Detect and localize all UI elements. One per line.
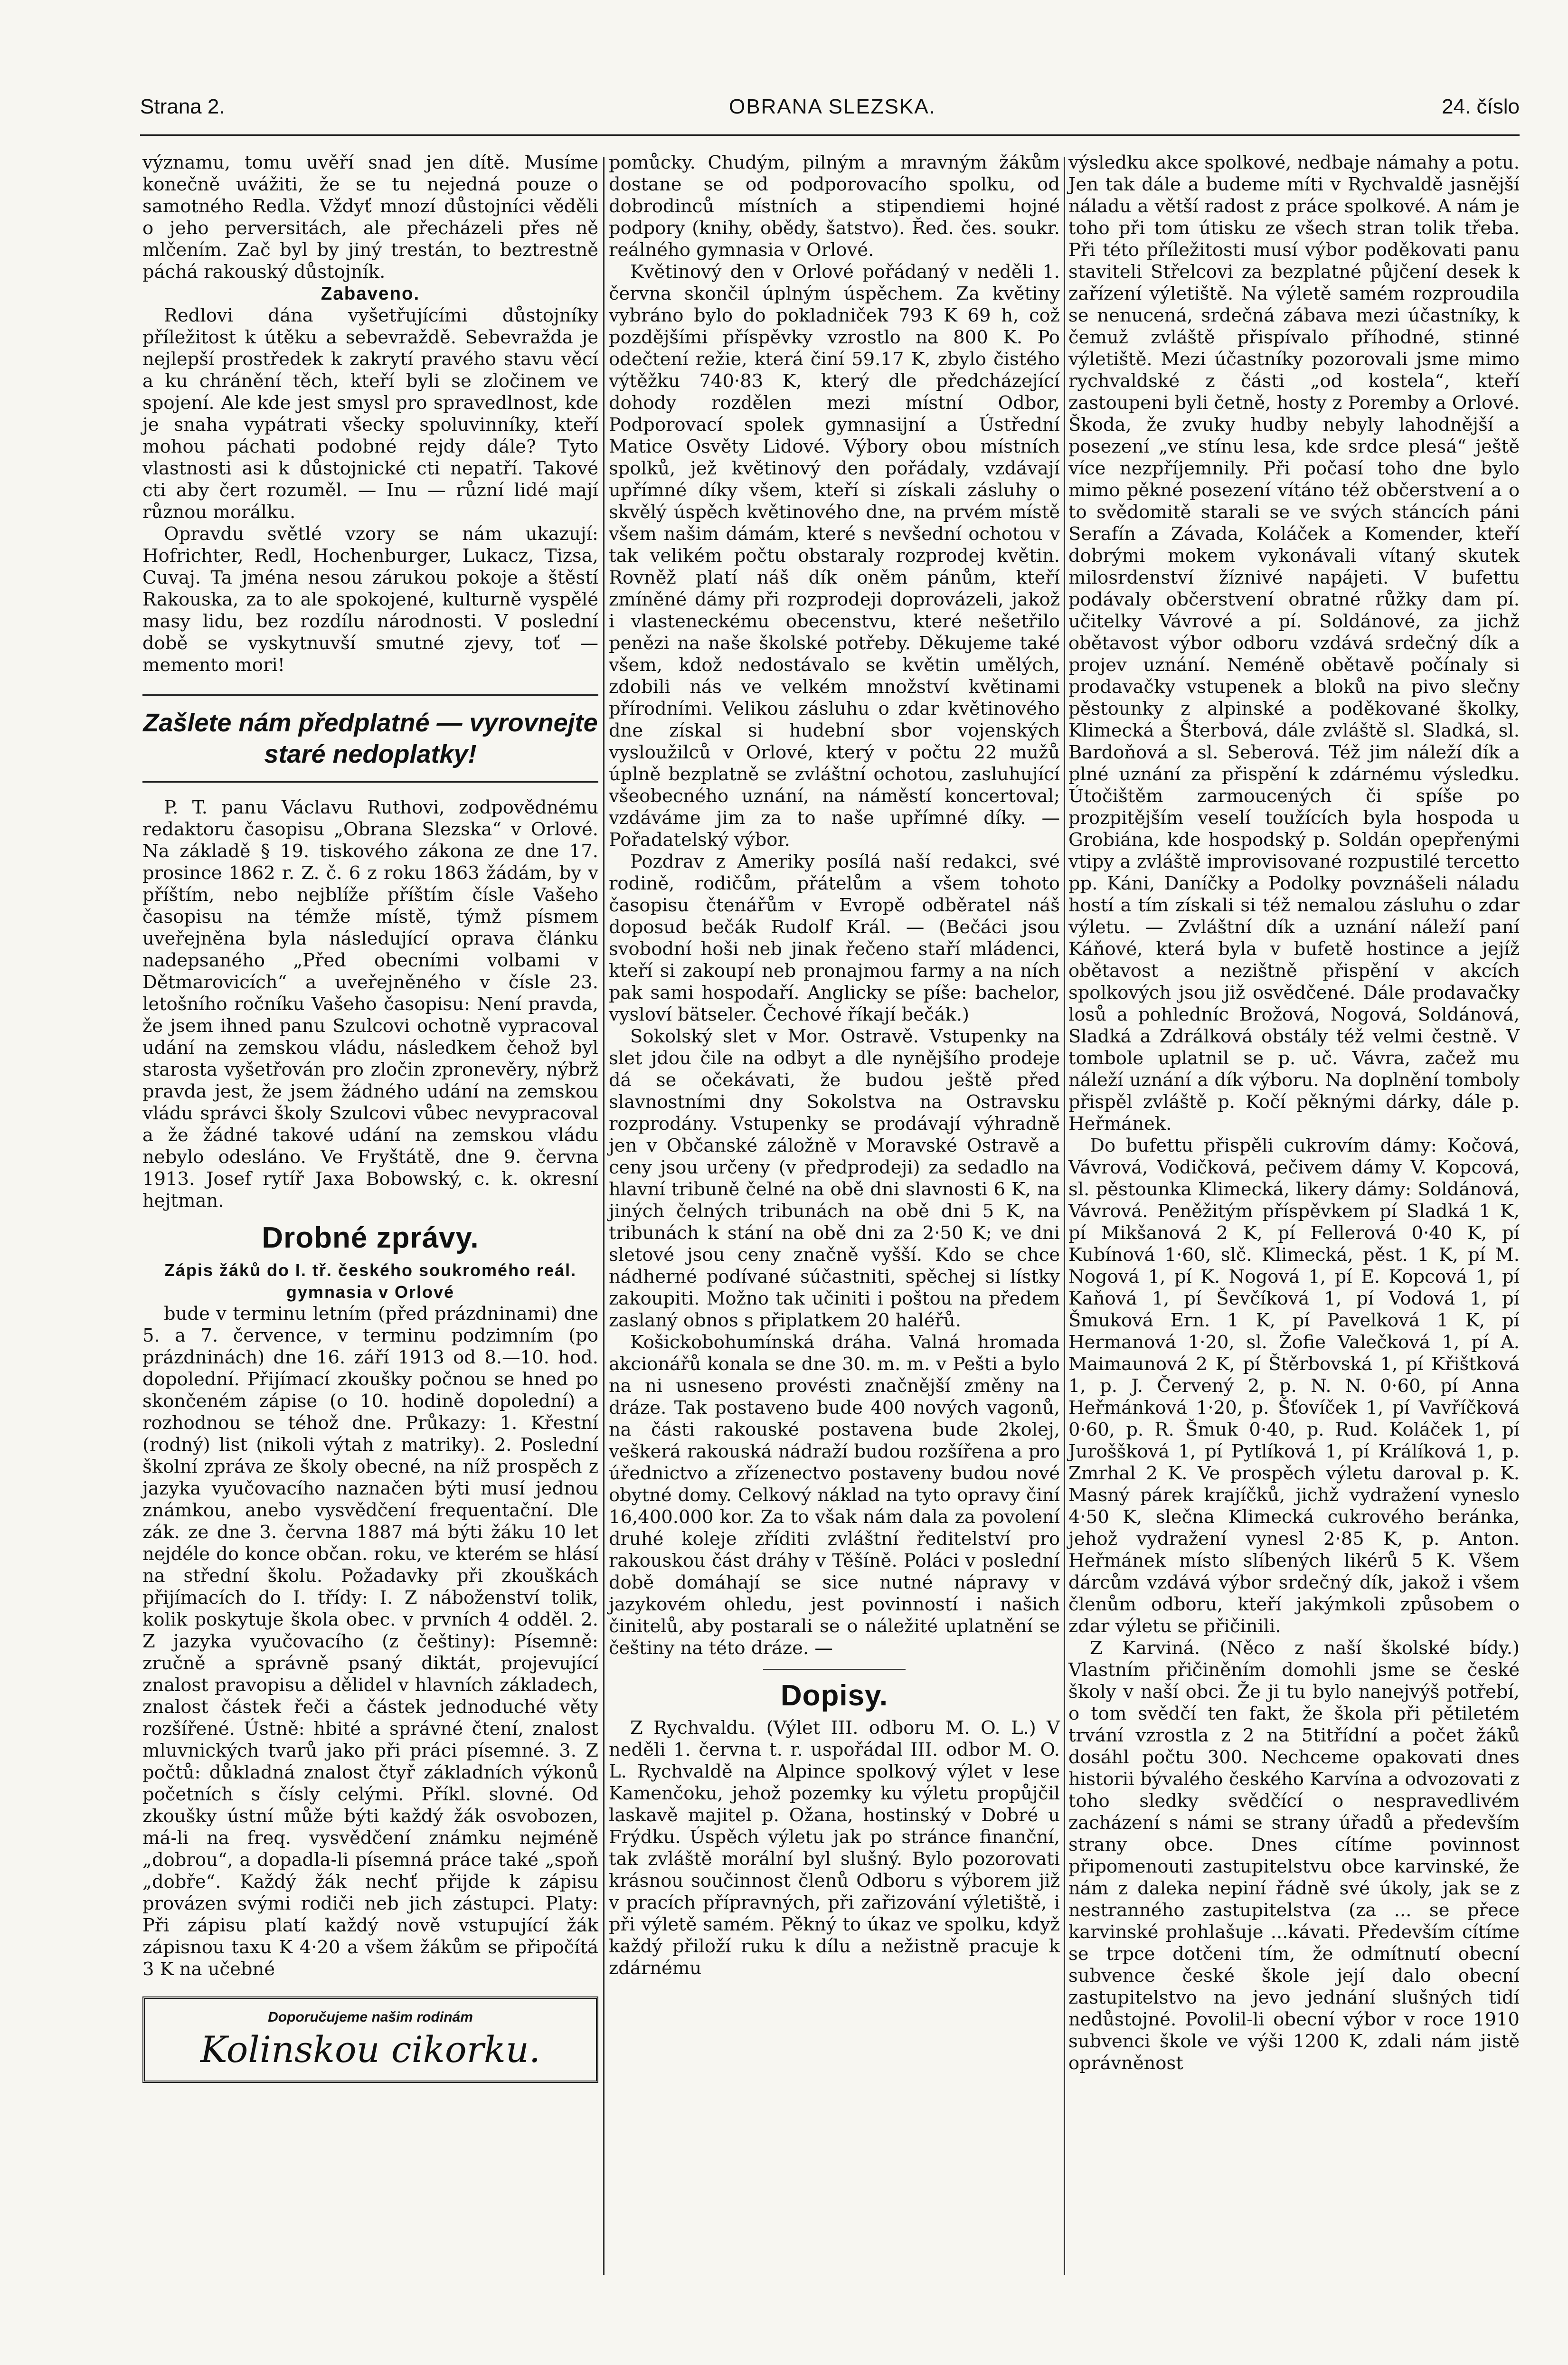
article-text: Redlovi dána vyšetřujícími důstojníky příležitost k útěku a sebevraždě. Sebevražda je nejlepší prostředek k zakrytí pravého stavu věcí a ku chránění těch, kteří byli se zločinem ve spojení. Ale kde jest smysl pro spravedlnost, kde je snaha vypátrati všecky spoluvinníky, kteří mohou páchati podobné rejdy dále? Tyto vlastnosti asi k důstojnické cti nepatří. Takové cti aby čert rozuměl. — Inu — různí lidé mají různou morálku. <box>142 305 598 523</box>
article-drahy: Košickobohumínská dráha. Valná hromada akcionářů konala se dne 30. m. m. v Pešti a bylo na ni usneseno provésti značnější změny na dráze. Tak postaveno bude 400 nových vagonů, na části rakouské postavena bude 2kolej, veškerá rakouská nádraží budou rozšířena a pro úřednictvo a zřízenectvo postaveny budou nové obytné domy. Celkový náklad na tyto opravy činí 16,400.000 kor. Za to však nám dala za povolení druhé koleje zříditi zvláštní ředitelství pro rakouskou část dráhy v Těšíně. Poláci v poslední době domáhají se sice nutné nápravy v jazykovém ohledu, jest povinností i našich činitelů, aby postarali se o náležité uplatnění se češtiny na této dráze. — <box>609 1332 1060 1659</box>
article-kvetinovy-den: Květinový den v Orlové pořádaný v neděli 1. června skončil úplným úspěchem. Za květiny vybráno bylo do pokladniček 793 K 69 h, což pozdějšími příspěvky vzrostlo na 800 K. Po odečtení režie, která činí 59.17 K, zbylo čistého výtěžku 740·83 K, který dle předcházející dohody rozdělen mezi místní Odbor, Podporovací spolek gymnasijní a Ústřední Matice Osvěty Lidové. Výbory obou místních spolků, jež květinový den pořádaly, vzdávají upřímné díky všem, kteří si získali zásluhy o skvělý úspěch květinového dne, na prvém místě všem našim dámám, které s nevšední ochotou v tak velikém počtu obstaraly rozprodej květin. Rovněž platí náš dík oněm pánům, kteří zmíněné dámy při rozprodeji doprovázeli, jakož i vlasteneckému obecenstvu, které nešetřilo penězi na naše školské potřeby. Děkujeme také všem, kdož nedostávalo se květin umělých, zdobili nás ve velkém množství květinami přírodními. Velikou zásluhu o zdar květinového dne získal si hudební sbor vojenských vysloužilců v Orlové, který v počtu 22 mužů úplně bezplatně se zvláštní ochotou, zasluhující všeobecného uznání, na náměstí koncertoval; vzdáváme jim za to naše upřímné díky. — Pořadatelský výbor. <box>609 261 1060 851</box>
section-title-drobne: Drobné zprávy. <box>262 1221 479 1254</box>
article-text: výsledku akce spolkové, nedbaje námahy a potu. Jen tak dále a budeme míti v Rychvaldě jasnější náladu a větší radost z práce spolkové. A nám je toho při tom útisku ze všech stran tolik třeba. Při této příležitosti musí výbor poděkovati panu staviteli Střelcovi za bezplatné půjčení desek k zařízení výletiště. Na výletě samém rozproudila se nenucená, srdečná zábava mezi účastníky, k čemuž zvláště přispívalo příhodné, stinné výletiště. Mezi účastníky pozorovali jsme mimo rychvaldské z části „od kostela“, kteří zastoupeni byli četně, hosty z Poremby a Orlové. Škoda, že zvuky hudby nebyly lahodnější a posezení „ve stínu lesa, kde srdce plesá“ ještě více nezpříjemnily. Při počasí toho dne bylo mimo pěkné posezení vítáno též občerstvení a o to svědomitě starali se ve svých stáncích páni Serafín a Závada, Koláček a Komender, kteří dobrými mokem vykonávali vítaný skutek milosrdenství žíznivé napájeti. V bufettu podávaly občerstvení obratné růžky dam pí. učitelky Vávrové a pí. Soldánové, za jichž obětavost výbor odboru vzdává srdečný dík a projev uznání. Neméně obětavě počínaly si prodavačky vstupenek a bloků na pivo slečny pěstounky z alpinské a poděkované školky, Klimecká a Šterbová, dále zvláště sl. Sladká, sl. Bardoňová a sl. Seberová. Též jim náleží dík a plné uznání za přispění k zdárnému výsledku. Útočištěm zarmoucených či spíše po prozpitějším veselí toužících byla hospoda u Grobiána, kde hospodský p. Soldán opepřenými vtipy a zvláště improvisované rozpustilé tercetto pp. Káni, Daníčky a Podolky povznášeli náladu hostí a tím získali si též nemalou zásluhu o zdar výletu. — Zvláštní dík a uznání náleží paní Káňové, která byla v bufetě hostince a jejíž obětavost a nezištně přispění v akcích spolkových jsou již osvědčené. Dále prodavačky losů a pohledníc Brožová, Nogová, Soldánová, Sladká a Zdrálková obstály též velmi čestně. V tombole uplatnil se p. uč. Vávra, začež mu náleží uznání a dík výboru. Na doplnění tomboly přispěl zvláště p. Kočí pěknými dárky, dále p. Heřmánek. <box>1068 152 1520 1135</box>
article-karvina: Z Karviná. (Něco z naší školské bídy.) Vlastním přičiněním domohli jsme se české školy v naší obci. Že ji tu bylo nanejvýš potřebí, o tom svědčí ten fakt, že škola při pětiletém trvání vzrostla z 2 na 5titřídní a počet žáků dosáhl počtu 300. Nechceme opakovati dnes historii bývalého českého Karvína a odvozovati z toho sledky svědčící o nespravedlivém zacházení s námi se strany úřadů a především strany obce. Dnes cítíme povinnost připomenouti zastupitelstvu obce karvinské, že nám z daleka nepiní řádně své úkoly, jak se z nestranného zastupitelstva (za ... se přece karvinské prohlašuje ...kávati. Především cítíme se trpce dotčeni tím, že odmítnutí obecní subvence české škole její dalo obecní zastupitelstvo na jevo jednání slušných tidí nedůstojné. Povolil-li obecní výbor v roce 1910 subvenci škole ve výši 1200 K, zdali nám jistě oprávněnost <box>1068 1637 1520 2074</box>
section-title-dopisy: Dopisy. <box>780 1679 888 1712</box>
censored-notice: Zabaveno. <box>321 284 420 304</box>
page-number: Strana 2. <box>140 95 225 118</box>
correction-notice: P. T. panu Václavu Ruthovi, zodpovědnému redaktoru časopisu „Obrana Slezska“ v Orlové. Na základě § 19. tiskového zákona ze dne 17. prosince 1862 r. Z. č. 6 z roku 1863 žádám, by v příštím, nebo nejblíže příštím čísle Vašeho časopisu na témže místě, týmž písmem uveřejněna byla následující oprava článku nadepsaného „Před obecními volbami v Dětmarovicích“ a uveřejněného v čísle 23. letošního ročníku Vašeho časopisu: Není pravda, že jsem ihned panu Szulcovi ochotně vypracoval udání na zemskou vládu, následkem čehož byl starosta vyšetřován pro zločin zpronevěry, nýbrž pravda jest, že jsem žádného udání na zemskou vládu správci školy Szulcovi vůbec nevypracoval a že žádné takové udání na zemskou vládu nebylo odesláno. Ve Fryštátě, dne 9. června 1913. Josef rytíř Jaxa Bobowský, c. k. okresní hejtman. <box>142 797 598 1211</box>
separator <box>763 1669 906 1670</box>
subscription-callout: Zašlete nám předplatné — vyrovnejte staré nedoplatky! <box>142 694 598 783</box>
issue-number: 24. číslo <box>1442 95 1520 118</box>
article-donations: Do bufettu přispěli cukrovím dámy: Kočová, Vávrová, Vodičková, pečivem dámy V. Kopcová, sl. pěstounka Klimecká, likery dámy: Soldánová, Vávrová. Peněžitým příspěvkem pí Sladká 1 K, pí Mikšanová 2 K, pí Fellerová 0·40 K, pí Kubínová 1·60, slč. Klimecká, pěst. 1 K, pí M. Nogová 1, pí K. Nogová 1, pí E. Kopcová 1, pí Kaňová 1, pí Ševčíková 1, pí Vodová 1, pí Šmuková Ern. 1 K, pí Pavelková 1 K, pí Hermanová 1·20, sl. Žofie Valečková 1, pí A. Maimaunová 2 K, pí Štěrbovská 1, pí Křištková 1, p. J. Červený 2, p. N. N. 0·60, pí Anna Heřmánková 1·20, p. Šťovíček 1, pí Vavříčková 0·60, p. R. Šmuk 0·40, p. Rud. Koláček 1, pí Juroššková 1, pí Pytlíková 1, pí Králíková 1, p. Zmrhal 2 K. Ve prospěch výletu daroval p. K. Masný párek krajíčků, jichž vydražení vyneslo 4·50 K, slečna Klimecká cukrového beránka, jehož vydražení vynesl 2·85 K, p. Anton. Heřmánek místo slíbených likérů 5 K. Všem dárcům vzdává výbor srdečný dík, jakož i všem členům odboru, kteří jakýmkoli způsobem o zdar výletu se přičinili. <box>1068 1135 1520 1637</box>
advertisement <box>142 1996 598 2083</box>
article-text: pomůcky. Chudým, pilným a mravným žákům dostane se od podporovacího spolku, od dobrodinců místních a stipendiemi hojné podpory (knihy, obědy, šatstvo). Řed. čes. soukr. reálného gymnasia v Orlové. <box>609 152 1060 261</box>
article-text: bude v terminu letním (před prázdninami) dne 5. a 7. července, v terminu podzimním (po prázdninách) dne 16. září 1913 od 8.—10. hod. dopolední. Přijímací zkoušky počnou se hned po skončeném zápise (o 10. hodině dopolední) a rozhodnou se téhož dne. Průkazy: 1. Křestní (rodný) list (nikoli výtah z matriky). 2. Poslední školní zpráva ze školy obecné, na níž prospěch z jazyka vyučovacího naznačen býti musí jednou známkou, anebo vysvědčení frequentační. Dle zák. ze dne 3. června 1887 má býti žáku 10 let nejdéle do konce občan. roku, ve kterém se hlásí na střední školu. Požadavky při zkouškách přijímacích do I. třídy: I. Z náboženství tolik, kolik poskytuje škola obec. v prvních 4 odděl. 2. Z jazyka vyučovacího (z češtiny): Písemně: zručně a správně psaný diktát, projevující znalost pravopisu a dělidel v hlavních základech, znalost částek řeči a částek jednoduché věty rozšířené. Ústně: hbité a správné čtení, znalost mluvnických tvarů jako při práci písemné. 3. Z počtů: důkladná znalost čtyř základních výkonů početních s čísly celými. Příkl. slovné. Od zkoušky ústní může býti každý žák osvobozen, má-li na freq. vysvědčení známku nejméně „dobrou“, a dopadla-li písemná práce také „spoň „dobře“. Každý žák nechť přijde k zápisu provázen svými rodiči neb jich zástupci. Platy: Při zápisu platí každý nově vstupující žák zápisnou taxu K 4·20 a všem žákům se připočítá 3 K na učebné <box>142 1303 598 1980</box>
column-2 <box>609 152 1060 1979</box>
header-rule <box>140 134 1520 136</box>
column-3 <box>1068 152 1520 2074</box>
article-rychvald: Z Rychvaldu. (Výlet III. odboru M. O. L.) V neděli 1. června t. r. uspořádal III. odbor M. O. L. Rychvaldě na Alpince spolkový výlet v lese Kamenčoku, jehož pozemky ku výletu propůjčil laskavě majitel p. Ožana, hostinský v Dobré u Frýdku. Úspěch výletu jak po stránce finanční, tak zvláště morální byl slušný. Bylo pozorovati krásnou součinnost členů Odboru s výborem již v pracích přípravných, při zařizování výletiště, i při výletě samém. Pěkný to úkaz ve spolku, když každý přiloží ruku k dílu a nežistně pracuje k zdárnému <box>609 1717 1060 1979</box>
column-1 <box>142 152 598 2083</box>
ad-product: Kolinskou cikorku. <box>200 2028 541 2071</box>
ad-tagline: Doporučujeme našim rodinám <box>268 2009 473 2025</box>
article-sokolsky-slet: Sokolský slet v Mor. Ostravě. Vstupenky na slet jdou čile na odbyt a dle nynějšího prodeje dá se očekávati, že budou ještě před slavnostními dny Sokolstva na Ostravsku rozprodány. Vstupenky se prodávají výhradně jen v Občanské záložně v Moravské Ostravě a ceny jsou určeny (v předprodeji) za sedadlo na hlavní tribuně čelné na obě dni slavnosti 6 K, na jiných čelných tribunách na obě dni 5 K, na tribunách k stání na obě dni za 2·50 K; ve dni sletové jsou ceny značně vyšší. Kdo se chce nádherné podívané súčastniti, spěchej si lístky zakoupiti. Možno tak učiniti i poštou na předem zaslaný obnos s připlatkem 20 haléřů. <box>609 1026 1060 1331</box>
page-header <box>140 95 1520 128</box>
article-heading: Zápis žáků do I. tř. českého soukromého reál. gymnasia v Orlové <box>164 1260 577 1302</box>
masthead-title: OBRANA SLEZSKA. <box>729 95 936 118</box>
column-divider-1 <box>603 157 605 2275</box>
article-text: Opravdu světlé vzory se nám ukazují: Hofrichter, Redl, Hochenburger, Lukacz, Tizsa, Cuvaj. Ta jména nesou zárukou pokoje a štěstí Rakouska, za to ale spokojené, kulturně vyspělé masy lidu, bez rozdílu národnosti. V poslední době se vyskytnuvší smutné zjevy, toť — memento mori! <box>142 523 598 676</box>
article-pozdrav: Pozdrav z Ameriky posílá naší redakci, své rodině, rodičům, přátelům a všem tohoto časopisu čtenářům v Evropě odběratel náš doposud bečák Rudolf Král. — (Bečáci jsou svobodní hoši neb jinak řečeno staří mládenci, kteří si zakoupí neb pronajmou farmy a na ních pak sami hospodaří. Anglicky se píše: bachelor, vysloví bätseler. Čechové říkají bečák.) <box>609 851 1060 1025</box>
article-text: významu, tomu uvěří snad jen dítě. Musíme konečně uvážiti, že se tu nejedná pouze o samotného Redla. Vždyť mnozí důstojníci věděli o jeho perversitách, ale přecházeli přes ně mlčením. Zač byl by jiný trestán, to beztrestně páchá rakouský důstojník. <box>142 152 598 283</box>
column-divider-2 <box>1064 157 1065 2275</box>
